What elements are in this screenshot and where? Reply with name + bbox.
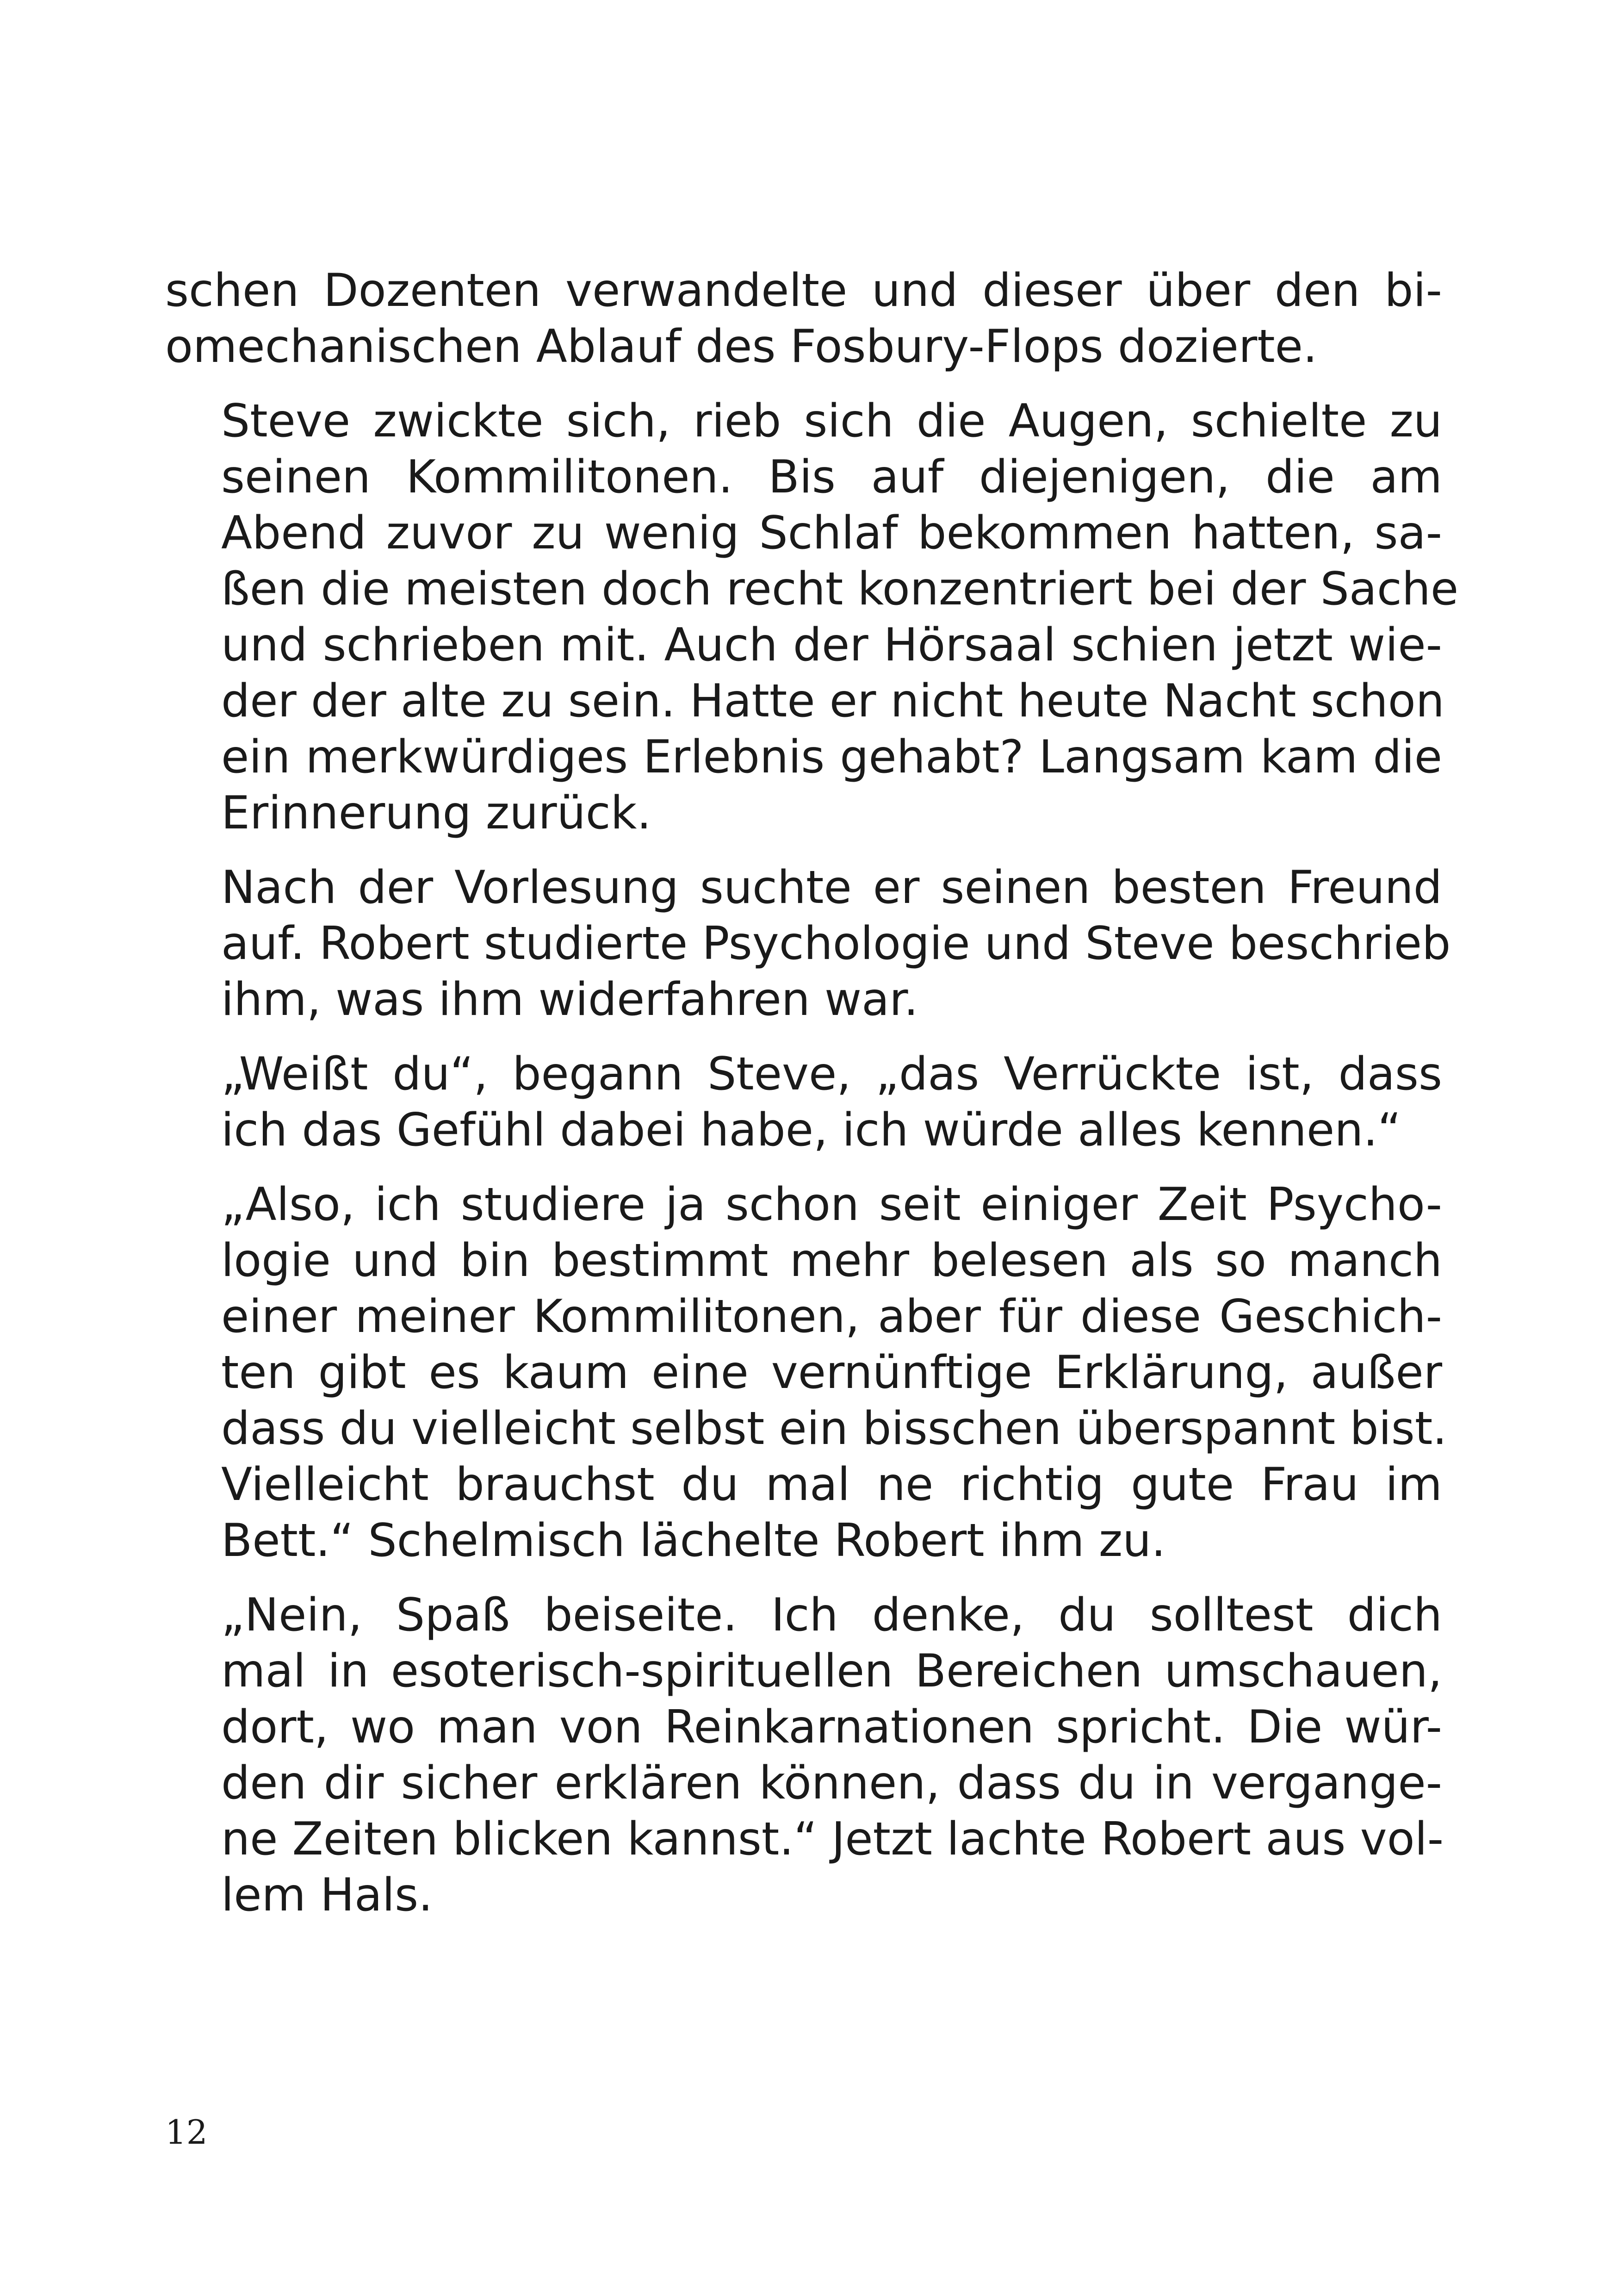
text-line: seinen Kommilitonen. Bis auf diejenigen, die am — [221, 451, 1442, 504]
text-line: lem Hals. — [221, 1869, 433, 1922]
text-line: logie und bin bestimmt mehr belesen als so manch — [221, 1234, 1442, 1287]
text-line: „Weißt du“, begann Steve, „das Verrückte ist, dass — [221, 1048, 1442, 1101]
paragraph — [165, 1587, 1442, 1923]
text-line: ihm, was ihm widerfahren war. — [221, 973, 918, 1026]
text-line: ne Zeiten blicken kannst.“ Jetzt lachte Robert aus vol- — [221, 1813, 1444, 1866]
text-line: schen Dozenten verwandelte und dieser über den bi- — [165, 264, 1442, 317]
text-line: der der alte zu sein. Hatte er nicht heute Nacht schon — [221, 675, 1444, 728]
text-line: Abend zuvor zu wenig Schlaf bekommen hatten, sa- — [221, 507, 1442, 560]
text-line: Steve zwickte sich, rieb sich die Augen, schielte zu — [221, 395, 1442, 448]
text-line: ßen die meisten doch recht konzentriert bei der Sache — [221, 563, 1459, 616]
text-line: „Nein, Spaß beiseite. Ich denke, du solltest dich — [221, 1589, 1442, 1642]
paragraph — [165, 263, 1442, 375]
text-line: einer meiner Kommilitonen, aber für diese Geschich- — [221, 1290, 1442, 1343]
paragraph — [165, 1046, 1442, 1158]
page-number: 12 — [165, 2113, 208, 2152]
paragraph — [165, 860, 1451, 1028]
text-line: und schrieben mit. Auch der Hörsaal schien jetzt wie- — [221, 619, 1442, 672]
text-line: „Also, ich studiere ja schon seit einiger Zeit Psycho- — [221, 1178, 1442, 1231]
text-line: ten gibt es kaum eine vernünftige Erklärung, außer — [221, 1346, 1442, 1399]
text-line: dass du vielleicht selbst ein bisschen überspannt bist. — [221, 1402, 1447, 1455]
text-line: den dir sicher erklären können, dass du in vergange- — [221, 1757, 1442, 1810]
text-line: Vielleicht brauchst du mal ne richtig gute Frau im — [221, 1458, 1442, 1511]
paragraph — [165, 393, 1459, 841]
text-line: Nach der Vorlesung suchte er seinen besten Freund — [221, 861, 1442, 914]
paragraph — [165, 1177, 1447, 1569]
body-text — [165, 263, 1459, 1942]
text-line: Erinnerung zurück. — [221, 787, 651, 840]
text-line: ich das Gefühl dabei habe, ich würde alles kennen.“ — [221, 1104, 1401, 1157]
text-line: dort, wo man von Reinkarnationen spricht. Die wür- — [221, 1701, 1442, 1754]
text-line: omechanischen Ablauf des Fosbury-Flops dozierte. — [165, 320, 1318, 373]
text-line: ein merkwürdiges Erlebnis gehabt? Langsam kam die — [221, 731, 1442, 784]
text-line: auf. Robert studierte Psychologie und Steve beschrieb — [221, 917, 1451, 970]
text-line: mal in esoterisch-spirituellen Bereichen umschauen, — [221, 1645, 1442, 1698]
text-line: Bett.“ Schelmisch lächelte Robert ihm zu. — [221, 1514, 1166, 1567]
